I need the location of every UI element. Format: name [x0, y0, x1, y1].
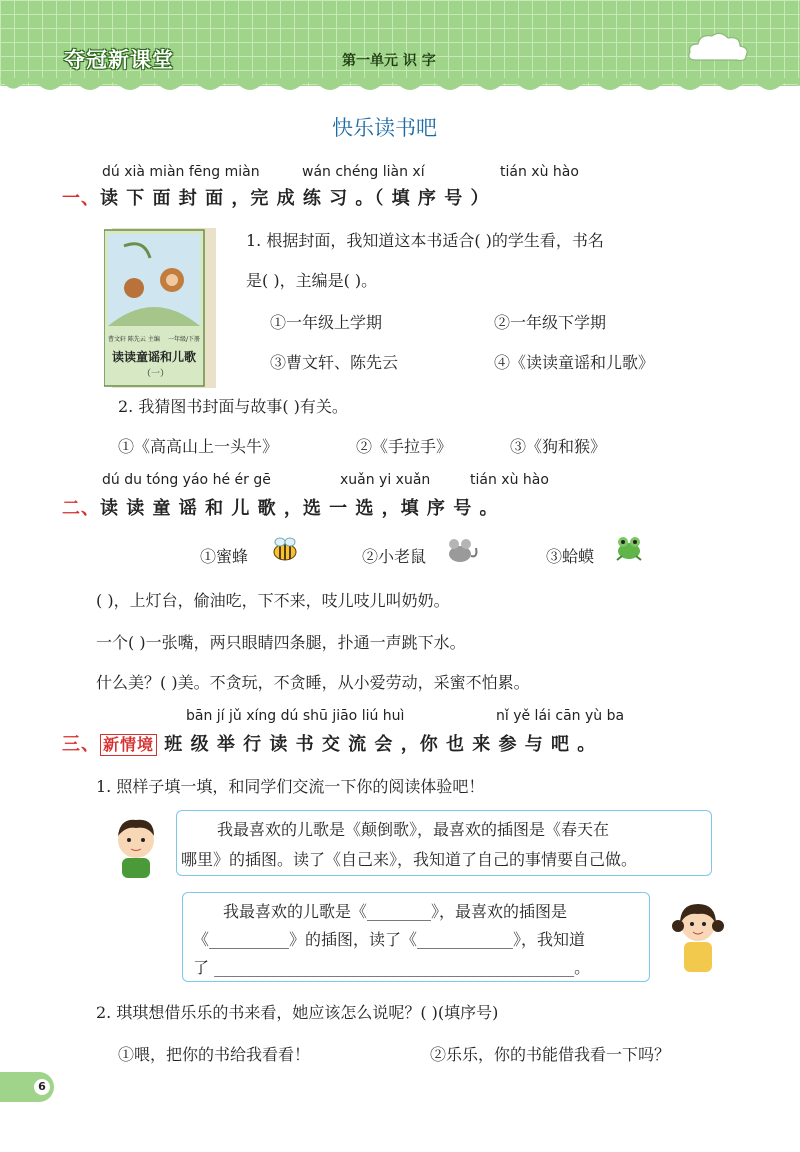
page-number-tab — [0, 1072, 54, 1102]
brand-logo: 夺冠新课堂 — [64, 48, 174, 72]
s2-riddle-2: 一个( )一张嘴，两只眼睛四条腿，扑通一声跳下水。 — [96, 633, 466, 652]
section1-title: 读 下 面 封 面 ，完 成 练 习 。（ 填 序 号 ） — [100, 188, 490, 209]
bee-icon — [270, 536, 300, 564]
section3-pinyin-1: bān jí jǔ xíng dú shū jiāo liú huì — [186, 708, 405, 724]
section3-title: 班 级 举 行 读 书 交 流 会 ，你 也 来 参 与 吧 。 — [164, 734, 597, 755]
s2-riddle-1: ( )，上灯台，偷油吃，下不来，吱儿吱儿叫奶奶。 — [96, 591, 450, 610]
s3-q1: 1. 照样子填一填，和同学们交流一下你的阅读体验吧！ — [96, 777, 485, 796]
book-volume: （一） — [142, 369, 170, 379]
fill-in-bubble — [182, 892, 650, 982]
section2-pinyin-2: xuǎn yi xuǎn — [340, 472, 431, 488]
s1-option-2: ②一年级下学期 — [494, 313, 607, 332]
s3-q2: 2. 琪琪想借乐乐的书来看，她应该怎么说呢？( )(填序号) — [96, 1003, 499, 1022]
book-name: 读读童谣和儿歌 — [112, 350, 197, 364]
s1-q2-option-1: ①《高高山上一头牛》 — [118, 437, 279, 456]
fill-line-1: 我最喜欢的儿歌是《________》，最喜欢的插图是 — [223, 902, 568, 921]
section3-number: 三、 — [62, 734, 100, 755]
s2-option-3: ③蛤蟆 — [546, 547, 595, 566]
section2-heading — [62, 494, 498, 520]
page-title: 快乐读书吧 — [332, 116, 437, 140]
example-line-2: 哪里》的插图。读了《自己来》，我知道了自己的事情要自己做。 — [181, 850, 638, 869]
s1-q2: 2. 我猜图书封面与故事( )有关。 — [118, 397, 348, 416]
section1-pinyin-2: wán chéng liàn xí — [302, 164, 425, 180]
section2-title: 读 读 童 谣 和 儿 歌 ，选 一 选 ，填 序 号 。 — [100, 498, 499, 519]
book-grade: 一年级/下册 — [168, 336, 201, 343]
s1-option-1: ①一年级上学期 — [270, 313, 383, 332]
fill-line-2: 《__________》的插图，读了《____________》，我知道 — [193, 930, 586, 949]
section3-pinyin-2: nǐ yě lái cān yù ba — [496, 708, 625, 724]
section1-pinyin-3: tián xù hào — [500, 164, 579, 180]
section1-pinyin-1: dú xià miàn fēng miàn — [102, 164, 260, 180]
s2-riddle-3: 什么美？( )美。不贪玩，不贪睡，从小爱劳动，采蜜不怕累。 — [96, 673, 530, 692]
s1-option-4: ④《读读童谣和儿歌》 — [494, 353, 655, 372]
section1-number: 一、 — [62, 188, 100, 209]
s2-option-1: ①蜜蜂 — [200, 547, 249, 566]
s3-q2-option-1: ①喂，把你的书给我看看！ — [118, 1045, 311, 1064]
fill-line-3: 了 _____________________________________________。 — [193, 958, 591, 977]
section2-number: 二、 — [62, 498, 100, 519]
example-bubble — [176, 810, 712, 876]
cloud-icon — [686, 30, 750, 64]
s1-q1-line2: 是( )，主编是( )。 — [246, 271, 378, 290]
s1-q2-option-2: ②《手拉手》 — [356, 437, 453, 456]
section2-pinyin-1: dú du tóng yáo hé ér gē — [102, 472, 271, 488]
unit-label: 第一单元 识 字 — [342, 53, 436, 69]
section1-heading — [62, 184, 489, 210]
frog-icon — [614, 534, 644, 562]
page-number: 6 — [34, 1079, 50, 1095]
s1-q1-line1: 1. 根据封面，我知道这本书适合( )的学生看，书名 — [246, 231, 604, 250]
girl-avatar — [668, 896, 728, 976]
new-situation-tag: 新情境 — [100, 734, 157, 756]
mouse-icon — [446, 536, 480, 564]
s3-q2-option-2: ②乐乐，你的书能借我看一下吗？ — [430, 1045, 671, 1064]
s2-option-2: ②小老鼠 — [362, 547, 427, 566]
section3-heading — [62, 730, 596, 756]
s1-option-3: ③曹文轩、陈先云 — [270, 353, 399, 372]
example-line-1: 我最喜欢的儿歌是《颠倒歌》，最喜欢的插图是《春天在 — [217, 820, 610, 839]
s1-q2-option-3: ③《狗和猴》 — [510, 437, 607, 456]
section2-pinyin-3: tián xù hào — [470, 472, 549, 488]
book-authors: 曹文轩 陈先云 主编 — [108, 336, 160, 343]
header-wave-edge — [0, 78, 800, 96]
boy-avatar — [104, 812, 168, 880]
